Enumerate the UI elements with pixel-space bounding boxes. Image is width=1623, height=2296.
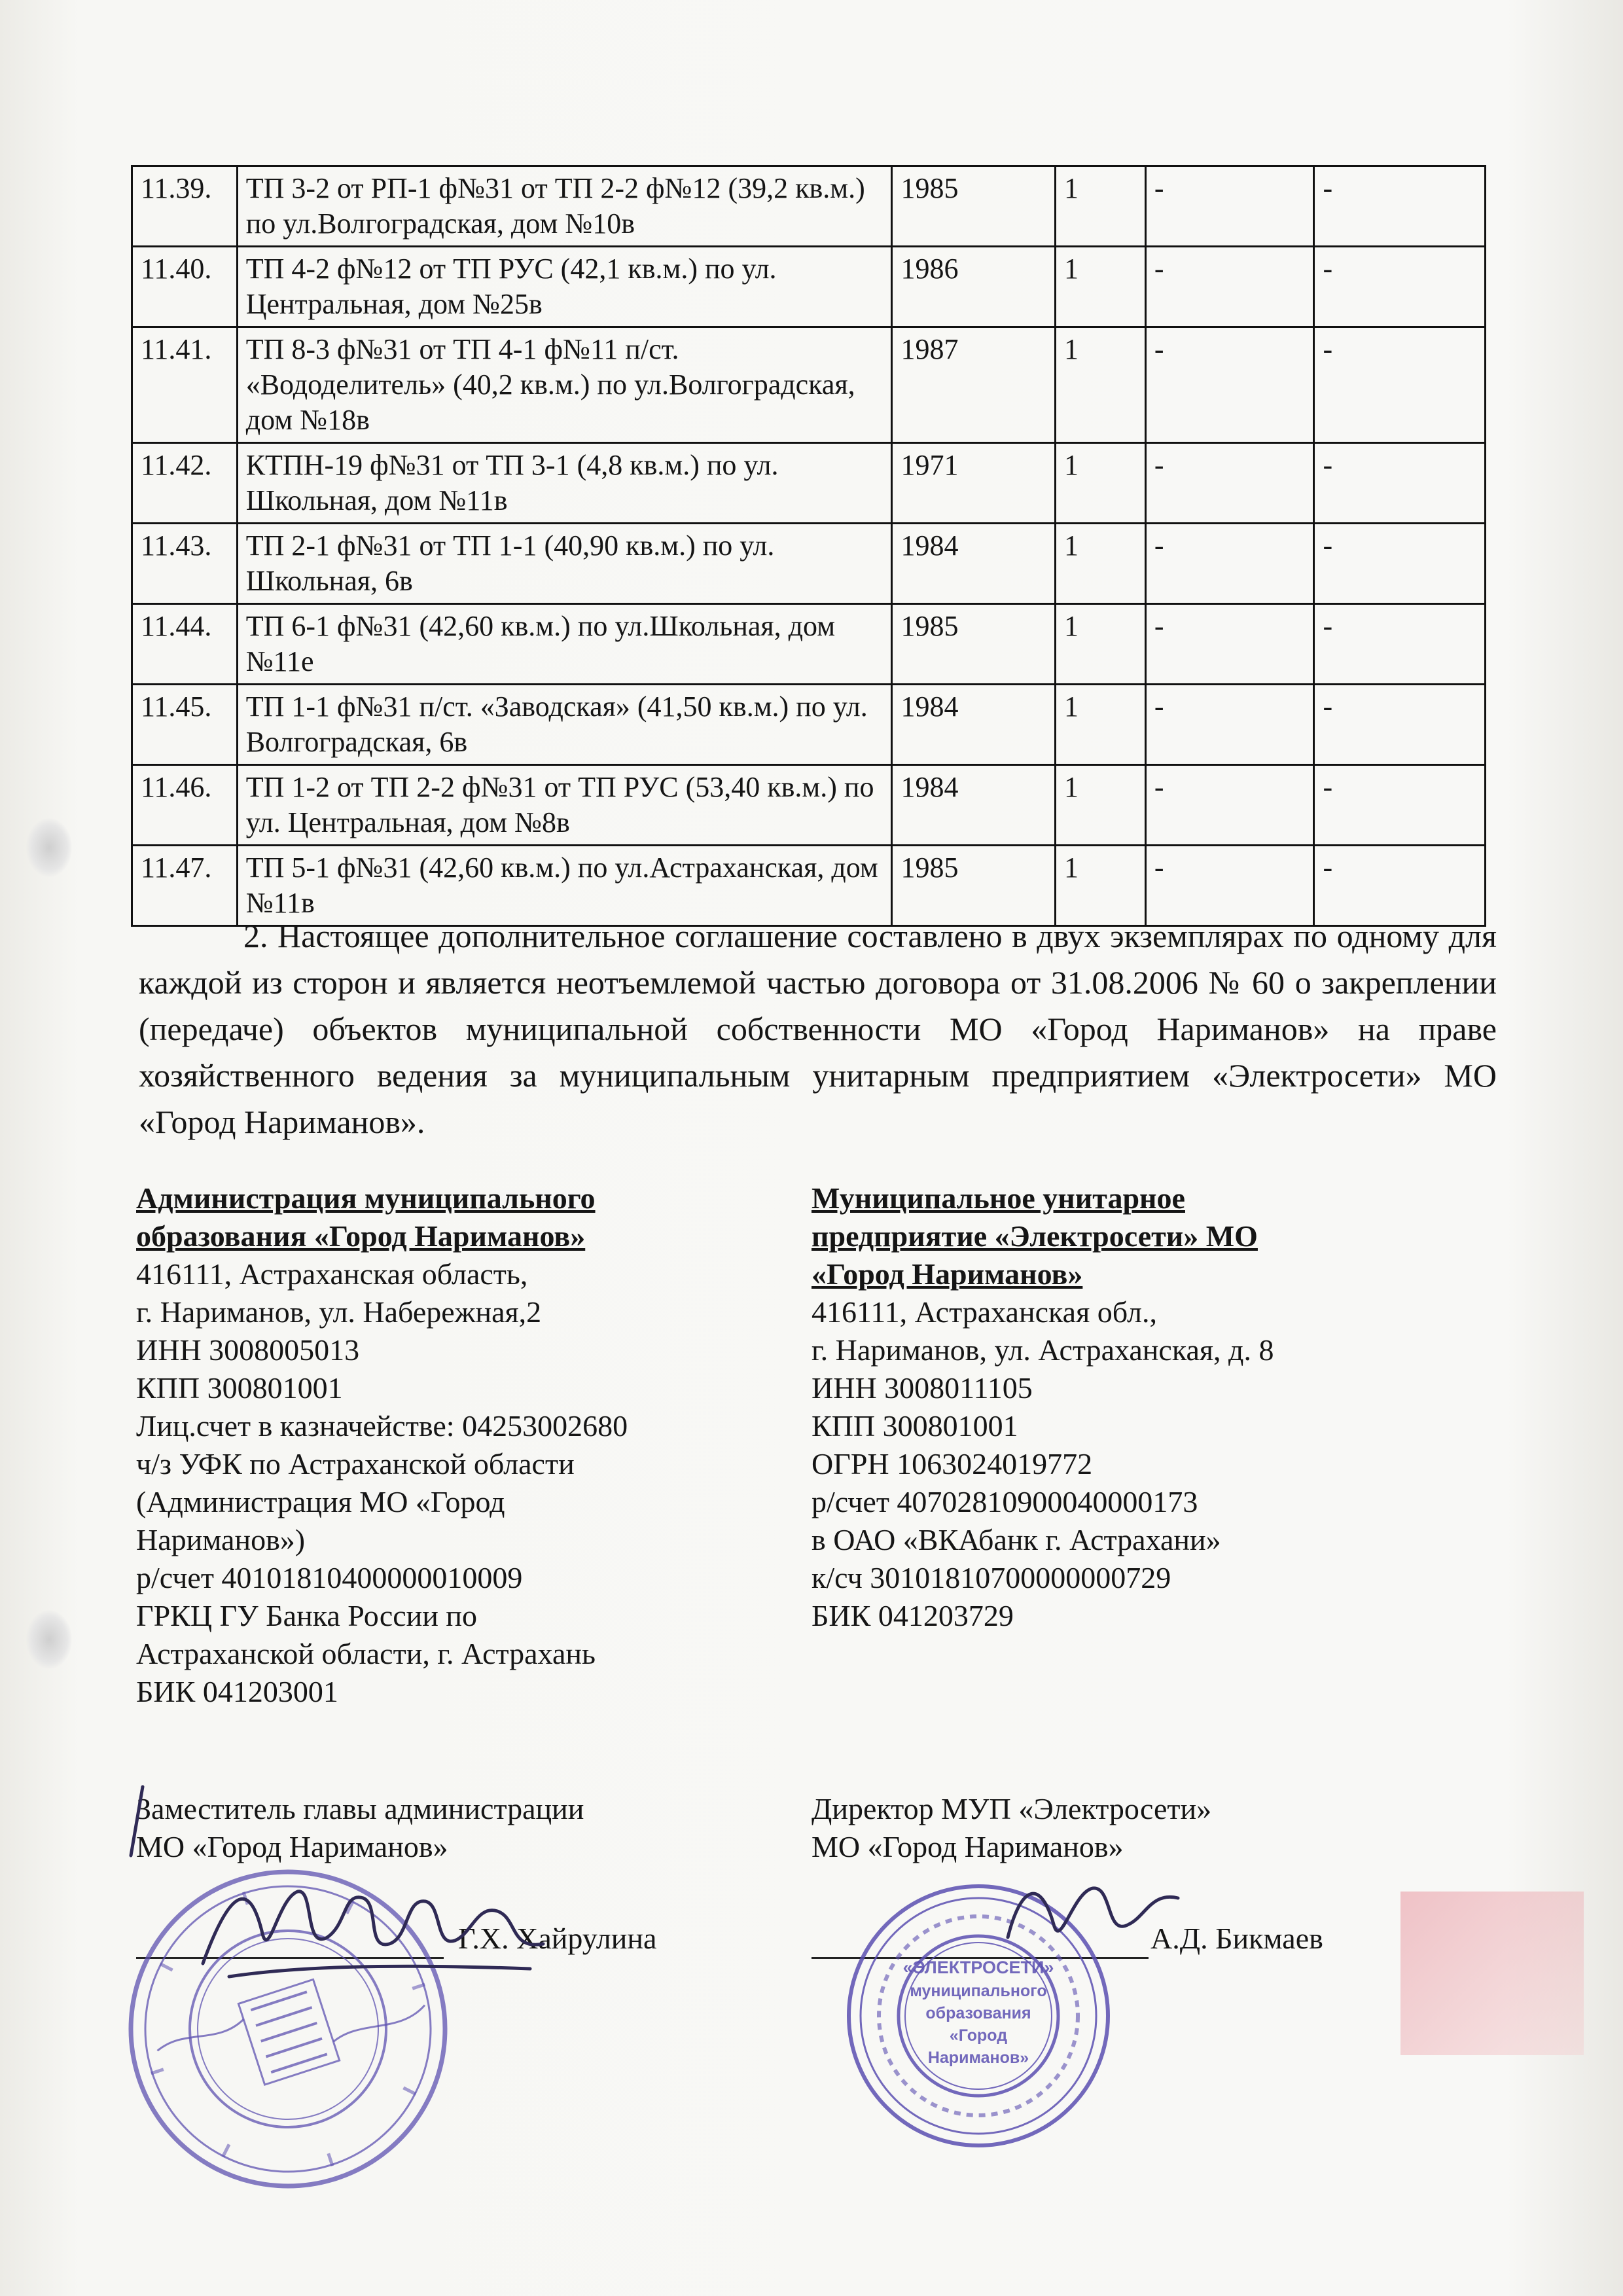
object-name: ТП 3-2 от РП-1 ф№31 от ТП 2-2 ф№12 (39,2 кв.м.) по ул.Волгоградская, дом №10в xyxy=(237,166,892,247)
requisite-line: (Администрация МО «Город xyxy=(136,1485,505,1518)
object-name: ТП 1-1 ф№31 п/ст. «Заводская» (41,50 кв.м.) по ул. Волгоградская, 6в xyxy=(237,685,892,765)
value-cell: - xyxy=(1145,443,1314,524)
table-row xyxy=(132,443,1486,524)
requisite-line: р/счет 40702810900040000173 xyxy=(812,1485,1198,1518)
punch-hole xyxy=(26,1610,72,1669)
table-row xyxy=(132,524,1486,604)
quantity: 1 xyxy=(1055,846,1145,926)
object-name: ТП 1-2 от ТП 2-2 ф№31 от ТП РУС (53,40 кв.м.) по ул. Центральная, дом №8в xyxy=(237,765,892,846)
party-title: Администрация муниципального xyxy=(136,1181,596,1215)
value-cell: - xyxy=(1145,604,1314,685)
signature-block-right xyxy=(812,1790,1453,1866)
table-row xyxy=(132,327,1486,443)
value-cell: - xyxy=(1145,524,1314,604)
pink-sticker xyxy=(1400,1892,1584,2055)
handwritten-signature-right xyxy=(995,1859,1191,1964)
value-cell: - xyxy=(1314,604,1486,685)
party-title: предприятие «Электросети» МО xyxy=(812,1219,1258,1253)
table-row xyxy=(132,166,1486,247)
commission-year: 1971 xyxy=(892,443,1055,524)
value-cell: - xyxy=(1314,443,1486,524)
object-name: ТП 6-1 ф№31 (42,60 кв.м.) по ул.Школьная, дом №11е xyxy=(237,604,892,685)
table-row xyxy=(132,247,1486,327)
quantity: 1 xyxy=(1055,604,1145,685)
requisite-line: г. Нариманов, ул. Набережная,2 xyxy=(136,1295,542,1329)
signer-name-left: Г.Х. Хайрулина xyxy=(458,1922,657,1955)
row-number: 11.42. xyxy=(132,443,238,524)
seal-text: «ЭЛЕКТРОСЕТИ» xyxy=(902,1958,1054,1977)
quantity: 1 xyxy=(1055,685,1145,765)
commission-year: 1985 xyxy=(892,604,1055,685)
requisite-line: р/счет 40101810400000010009 xyxy=(136,1561,523,1594)
value-cell: - xyxy=(1314,327,1486,443)
handwritten-mark xyxy=(123,1784,149,1862)
row-number: 11.43. xyxy=(132,524,238,604)
object-name: КТПН-19 ф№31 от ТП 3-1 (4,8 кв.м.) по ул. Школьная, дом №11в xyxy=(237,443,892,524)
requisite-line: ГРКЦ ГУ Банка России по xyxy=(136,1599,478,1632)
signer-role: МО «Город Нариманов» xyxy=(136,1830,448,1863)
quantity: 1 xyxy=(1055,765,1145,846)
requisite-line: ИНН 3008011105 xyxy=(812,1371,1033,1405)
seal-text: муниципального xyxy=(910,1982,1047,2000)
value-cell: - xyxy=(1314,247,1486,327)
commission-year: 1984 xyxy=(892,765,1055,846)
quantity: 1 xyxy=(1055,327,1145,443)
commission-year: 1984 xyxy=(892,524,1055,604)
signer-role: МО «Город Нариманов» xyxy=(812,1830,1124,1863)
requisite-line: ИНН 3008005013 xyxy=(136,1333,360,1367)
object-name: ТП 4-2 ф№12 от ТП РУС (42,1 кв.м.) по ул. Центральная, дом №25в xyxy=(237,247,892,327)
commission-year: 1986 xyxy=(892,247,1055,327)
seal-text: образования xyxy=(925,2004,1031,2022)
seal-text: Нариманов» xyxy=(927,2049,1029,2067)
requisite-line: БИК 041203001 xyxy=(136,1675,338,1708)
value-cell: - xyxy=(1145,327,1314,443)
party-electroseti xyxy=(812,1179,1440,1635)
value-cell: - xyxy=(1145,765,1314,846)
signer-role: Заместитель главы администрации xyxy=(136,1792,584,1825)
object-name: ТП 8-3 ф№31 от ТП 4-1 ф№11 п/ст. «Вододелитель» (40,2 кв.м.) по ул.Волгоградская, дом №18в xyxy=(237,327,892,443)
value-cell: - xyxy=(1314,765,1486,846)
party-title: Муниципальное унитарное xyxy=(812,1181,1185,1215)
value-cell: - xyxy=(1145,166,1314,247)
requisite-line: Лиц.счет в казначействе: 04253002680 xyxy=(136,1409,628,1443)
requisite-line: Нариманов») xyxy=(136,1523,306,1556)
requisite-line: КПП 300801001 xyxy=(812,1409,1018,1443)
object-name: ТП 2-1 ф№31 от ТП 1-1 (40,90 кв.м.) по ул. Школьная, 6в xyxy=(237,524,892,604)
row-number: 11.41. xyxy=(132,327,238,443)
signer-name-right: А.Д. Бикмаев xyxy=(1150,1922,1323,1955)
row-number: 11.44. xyxy=(132,604,238,685)
party-administration xyxy=(136,1179,738,1711)
value-cell: - xyxy=(1314,846,1486,926)
requisite-line: БИК 041203729 xyxy=(812,1599,1014,1632)
value-cell: - xyxy=(1314,524,1486,604)
quantity: 1 xyxy=(1055,524,1145,604)
row-number: 11.39. xyxy=(132,166,238,247)
handwritten-signature-left xyxy=(190,1852,556,1996)
requisite-line: к/сч 30101810700000000729 xyxy=(812,1561,1171,1594)
quantity: 1 xyxy=(1055,166,1145,247)
seal-text: «Город xyxy=(949,2026,1008,2045)
requisite-line: КПП 300801001 xyxy=(136,1371,343,1405)
row-number: 11.46. xyxy=(132,765,238,846)
requisite-line: ОГРН 1063024019772 xyxy=(812,1447,1093,1480)
row-number: 11.45. xyxy=(132,685,238,765)
value-cell: - xyxy=(1145,247,1314,327)
value-cell: - xyxy=(1145,685,1314,765)
value-cell: - xyxy=(1145,846,1314,926)
value-cell: - xyxy=(1314,685,1486,765)
row-number: 11.40. xyxy=(132,247,238,327)
commission-year: 1985 xyxy=(892,166,1055,247)
table-row xyxy=(132,765,1486,846)
requisite-line: в ОАО «ВКАбанк г. Астрахани» xyxy=(812,1523,1221,1556)
table-row xyxy=(132,685,1486,765)
clause-2-text: 2. Настоящее дополнительное соглашение составлено в двух экземплярах по одному для каждой из сторон и является неотъемлемой частью договора от 31.08.2006 № 60 о закреплении (передаче) объектов муниципальной собственности МО «Город Нариманов» на праве хозяйственного ведения за муниципальным унитарным предприятием «Электросети» МО «Город Нариманов». xyxy=(139,918,1497,1140)
quantity: 1 xyxy=(1055,443,1145,524)
requisite-line: ч/з УФК по Астраханской области xyxy=(136,1447,575,1480)
row-number: 11.47. xyxy=(132,846,238,926)
party-title: «Город Нариманов» xyxy=(812,1257,1083,1291)
registry-table xyxy=(131,165,1486,927)
object-name: ТП 5-1 ф№31 (42,60 кв.м.) по ул.Астраханская, дом №11в xyxy=(237,846,892,926)
requisite-line: г. Нариманов, ул. Астраханская, д. 8 xyxy=(812,1333,1274,1367)
value-cell: - xyxy=(1314,166,1486,247)
commission-year: 1985 xyxy=(892,846,1055,926)
commission-year: 1984 xyxy=(892,685,1055,765)
party-title: образования «Город Нариманов» xyxy=(136,1219,586,1253)
requisite-line: 416111, Астраханская обл., xyxy=(812,1295,1157,1329)
punch-hole xyxy=(26,818,72,877)
requisite-line: 416111, Астраханская область, xyxy=(136,1257,528,1291)
quantity: 1 xyxy=(1055,247,1145,327)
table-row xyxy=(132,604,1486,685)
requisite-line: Астраханской области, г. Астрахань xyxy=(136,1637,596,1670)
signer-role: Директор МУП «Электросети» xyxy=(812,1792,1212,1825)
commission-year: 1987 xyxy=(892,327,1055,443)
